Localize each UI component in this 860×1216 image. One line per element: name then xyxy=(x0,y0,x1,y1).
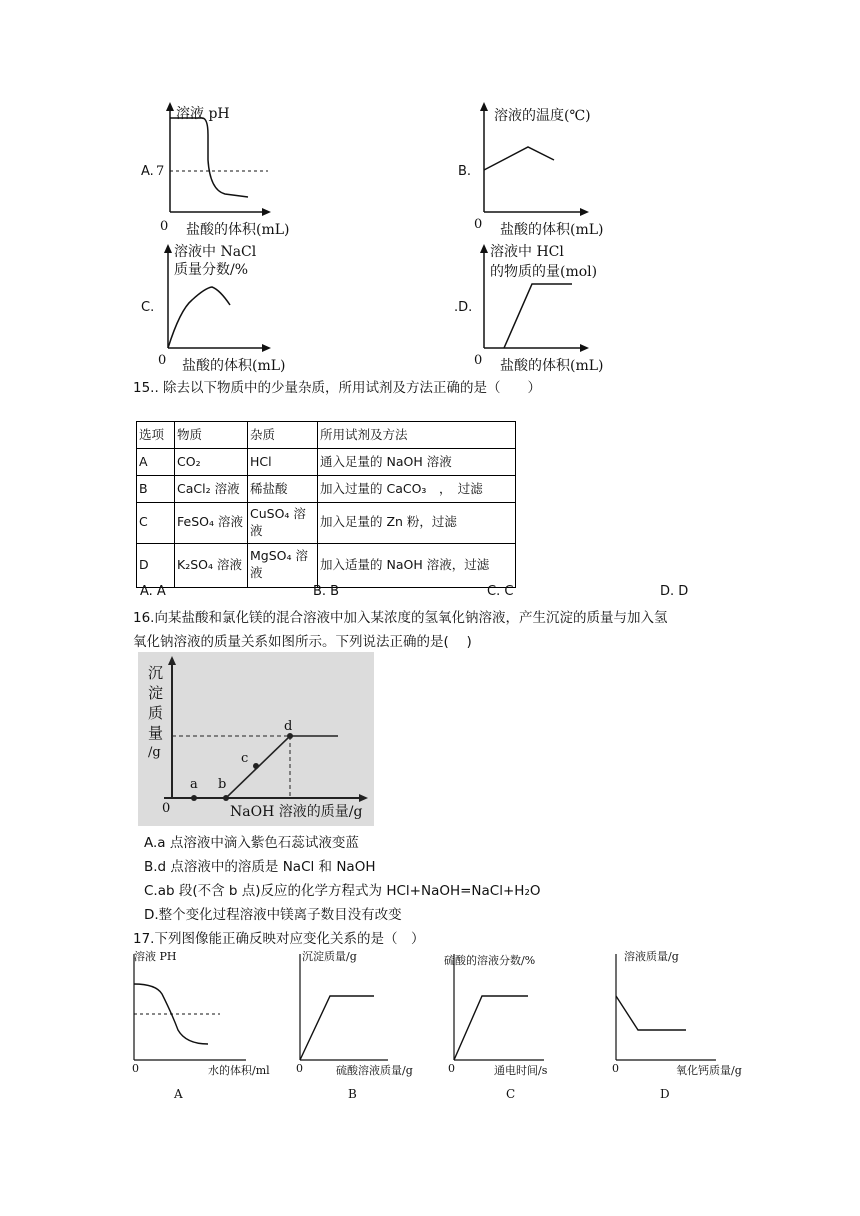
q16-option-b: B.d 点溶液中的溶质是 NaCl 和 NaOH xyxy=(144,859,376,875)
x-axis-arrow xyxy=(262,208,271,216)
ylabel-char: 质 xyxy=(148,704,164,722)
q15-answer-b: B. B xyxy=(313,584,340,599)
q16-option-a: A.a 点溶液中滴入紫色石蕊试液变蓝 xyxy=(144,835,359,851)
ylabel-line2: 质量分数/% xyxy=(174,262,249,278)
tick-7: 7 xyxy=(156,164,165,179)
point-a xyxy=(191,795,197,801)
concentration-curve xyxy=(454,996,528,1060)
nacl-curve xyxy=(168,287,230,348)
cell: 加入适量的 NaOH 溶液，过滤 xyxy=(318,543,516,587)
cell: 通入足量的 NaOH 溶液 xyxy=(318,449,516,476)
solution-mass-curve xyxy=(616,996,686,1030)
q16-stem-line2: 氧化钠溶液的质量关系如图所示。下列说法正确的是( ) xyxy=(133,634,472,650)
table-header-row xyxy=(137,422,516,449)
q16-graph xyxy=(138,652,374,826)
q14-option-c-letter: C. xyxy=(141,300,155,315)
xlabel: NaOH 溶液的质量/g xyxy=(230,804,363,820)
ylabel-char: 淀 xyxy=(148,684,164,702)
header-impurity: 杂质 xyxy=(248,422,318,449)
origin: 0 xyxy=(448,1062,455,1075)
cell: D xyxy=(137,543,175,587)
cell: C xyxy=(137,503,175,544)
precipitate-curve xyxy=(300,996,374,1060)
q15-table xyxy=(136,421,516,588)
q14-option-d-letter: .D. xyxy=(454,300,473,315)
table-row xyxy=(137,449,516,476)
q17-graph-d xyxy=(604,948,764,1108)
ylabel-unit: /g xyxy=(148,745,161,760)
cell: K₂SO₄ 溶液 xyxy=(175,543,248,587)
label-b: b xyxy=(218,777,227,792)
header-substance: 物质 xyxy=(175,422,248,449)
q15-answer-c: C. C xyxy=(487,584,514,599)
cell: CuSO₄ 溶液 xyxy=(248,503,318,544)
header-option: 选项 xyxy=(137,422,175,449)
ylabel-line1: 溶液中 NaCl xyxy=(174,244,257,260)
cell: B xyxy=(137,476,175,503)
origin: 0 xyxy=(132,1062,139,1075)
ylabel-line1: 溶液中 HCl xyxy=(490,244,564,260)
q17-graph-a xyxy=(124,948,284,1108)
q15-answer-d: D. D xyxy=(660,584,689,599)
q16-option-c: C.ab 段(不含 b 点)反应的化学方程式为 HCl+NaOH=NaCl+H₂O xyxy=(144,883,541,899)
xlabel: 水的体积/ml xyxy=(208,1064,270,1077)
ylabel: 溶液 PH xyxy=(134,950,177,963)
ylabel: 溶液质量/g xyxy=(624,950,679,963)
q17-graph-b xyxy=(288,948,448,1108)
q15-stem: 15.. 除去以下物质中的少量杂质，所用试剂及方法正确的是（ ） xyxy=(133,380,542,396)
label-d: d xyxy=(284,719,293,734)
origin: 0 xyxy=(474,353,483,368)
xlabel: 盐酸的体积(mL) xyxy=(182,358,286,374)
origin: 0 xyxy=(158,353,167,368)
graph-letter: A xyxy=(174,1087,183,1101)
ylabel: 溶液 pH xyxy=(176,106,230,122)
q14-option-a-letter: A. xyxy=(141,164,154,179)
ylabel-char: 沉 xyxy=(148,664,164,682)
point-b xyxy=(223,795,229,801)
table-row xyxy=(137,543,516,587)
q14-graph-b xyxy=(468,100,638,240)
hcl-curve xyxy=(504,284,572,348)
origin: 0 xyxy=(474,217,483,232)
ylabel-char: 量 xyxy=(148,724,164,742)
origin: 0 xyxy=(296,1062,303,1075)
q17-stem: 17.下列图像能正确反映对应变化关系的是（ ） xyxy=(133,931,425,947)
cell: A xyxy=(137,449,175,476)
q17-graph-c xyxy=(442,948,602,1108)
cell: FeSO₄ 溶液 xyxy=(175,503,248,544)
q14-graph-d xyxy=(468,240,638,376)
origin: 0 xyxy=(162,801,171,816)
xlabel: 硫酸溶液质量/g xyxy=(336,1064,413,1077)
label-c: c xyxy=(241,751,249,766)
graph-letter: C xyxy=(506,1087,516,1101)
q16-stem-line1: 16.向某盐酸和氯化镁的混合溶液中加入某浓度的氢氧化钠溶液，产生沉淀的质量与加入氢 xyxy=(133,610,668,626)
xlabel: 盐酸的体积(mL) xyxy=(186,222,290,238)
origin: 0 xyxy=(612,1062,619,1075)
ylabel-line2: 的物质的量(mol) xyxy=(490,264,598,280)
ylabel: 硫酸的溶液分数/% xyxy=(444,954,536,967)
cell: 加入足量的 Zn 粉，过滤 xyxy=(318,503,516,544)
table-row xyxy=(137,503,516,544)
ylabel: 沉淀质量/g xyxy=(302,950,357,963)
table-row xyxy=(137,476,516,503)
cell: 加入过量的 CaCO₃ ， 过滤 xyxy=(318,476,516,503)
origin: 0 xyxy=(160,219,169,234)
header-method: 所用试剂及方法 xyxy=(318,422,516,449)
cell: 稀盐酸 xyxy=(248,476,318,503)
cell: CO₂ xyxy=(175,449,248,476)
y-axis-arrow xyxy=(166,102,174,111)
q16-option-d: D.整个变化过程溶液中镁离子数目没有改变 xyxy=(144,907,402,923)
cell: HCl xyxy=(248,449,318,476)
q14-graph-a xyxy=(150,100,320,240)
cell: CaCl₂ 溶液 xyxy=(175,476,248,503)
graph-letter: B xyxy=(348,1087,357,1101)
temperature-curve xyxy=(484,147,554,170)
xlabel: 盐酸的体积(mL) xyxy=(500,358,604,374)
q14-graph-c xyxy=(150,240,320,376)
point-c xyxy=(253,763,259,769)
ylabel: 溶液的温度(℃) xyxy=(494,108,591,124)
q16-graph-photo xyxy=(138,652,374,826)
xlabel: 通电时间/s xyxy=(494,1064,548,1077)
cell: MgSO₄ 溶液 xyxy=(248,543,318,587)
label-a: a xyxy=(190,777,198,792)
q14-option-b-letter: B. xyxy=(458,164,472,179)
graph-letter: D xyxy=(660,1087,670,1101)
q15-answer-a: A. A xyxy=(140,584,166,599)
xlabel: 氧化钙质量/g xyxy=(676,1064,742,1077)
xlabel: 盐酸的体积(mL) xyxy=(500,222,604,238)
ph-curve xyxy=(170,118,248,197)
